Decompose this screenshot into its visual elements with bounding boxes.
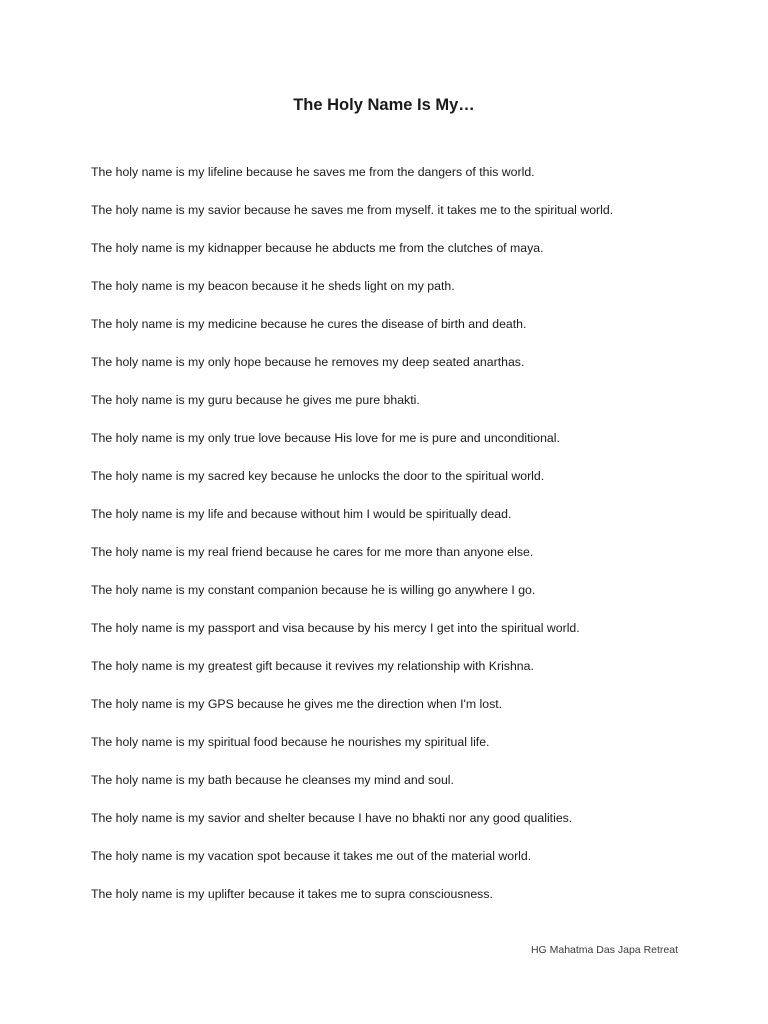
- statement-line: The holy name is my GPS because he gives me the direction when I'm lost.: [91, 697, 503, 711]
- statement-line: The holy name is my bath because he cleanses my mind and soul.: [91, 773, 454, 787]
- statement-line: The holy name is my greatest gift because it revives my relationship with Krishna.: [91, 659, 534, 673]
- statement-line: The holy name is my lifeline because he saves me from the dangers of this world.: [91, 165, 535, 179]
- statement-line: The holy name is my beacon because it he sheds light on my path.: [91, 279, 455, 293]
- statement-line: The holy name is my vacation spot because it takes me out of the material world.: [91, 849, 532, 863]
- document-title: The Holy Name Is My…: [293, 96, 475, 114]
- statement-line: The holy name is my only true love because His love for me is pure and unconditional.: [91, 431, 560, 445]
- statement-line: The holy name is my life and because without him I would be spiritually dead.: [91, 507, 512, 521]
- statement-line: The holy name is my kidnapper because he abducts me from the clutches of maya.: [91, 241, 544, 255]
- statement-line: The holy name is my savior because he saves me from myself. it takes me to the spiritual world.: [91, 203, 614, 217]
- statement-line: The holy name is my uplifter because it takes me to supra consciousness.: [91, 887, 493, 901]
- statement-line: The holy name is my medicine because he cures the disease of birth and death.: [91, 317, 527, 331]
- statement-line: The holy name is my constant companion because he is willing go anywhere I go.: [91, 583, 536, 597]
- footer-credit: HG Mahatma Das Japa Retreat: [530, 944, 678, 956]
- statement-line: The holy name is my savior and shelter because I have no bhakti nor any good qualities.: [91, 811, 573, 825]
- statement-line: The holy name is my passport and visa because by his mercy I get into the spiritual world.: [91, 621, 580, 635]
- statement-list: [91, 161, 731, 921]
- statement-line: The holy name is my only hope because he removes my deep seated anarthas.: [91, 355, 525, 369]
- statement-line: The holy name is my real friend because he cares for me more than anyone else.: [91, 545, 534, 559]
- statement-line: The holy name is my sacred key because he unlocks the door to the spiritual world.: [91, 469, 545, 483]
- statement-line: The holy name is my guru because he gives me pure bhakti.: [91, 393, 420, 407]
- statement-line: The holy name is my spiritual food because he nourishes my spiritual life.: [91, 735, 490, 749]
